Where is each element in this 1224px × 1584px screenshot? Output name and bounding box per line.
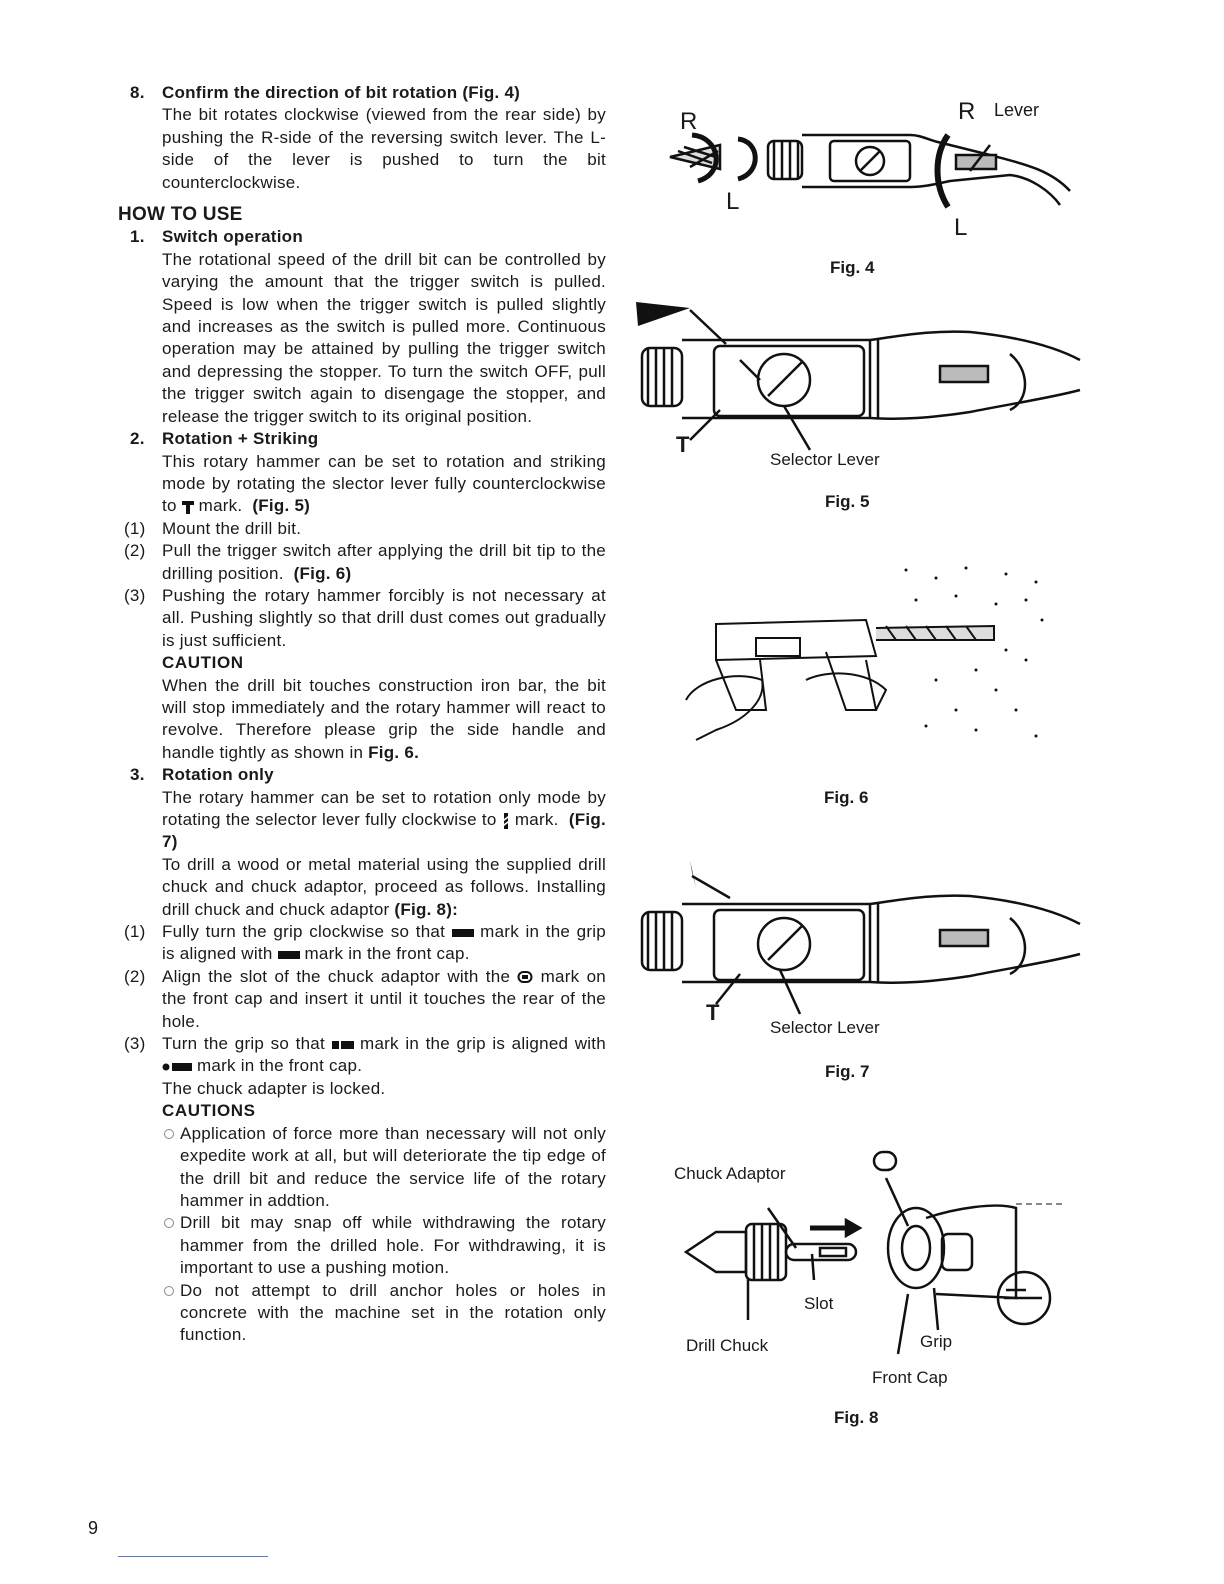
bullet-circle-icon (164, 1286, 174, 1296)
caution-bullet (118, 1123, 606, 1213)
item1-body: The rotational speed of the drill bit can be controlled by varying the amount that the trigger switch is pulled. Speed is low when the trigger switch is pulled slightly and increases as the switch is pulled more. Continuous operation may be attained by pulling the trigger switch and depressing the stopper. To turn the switch OFF, pull the trigger switch again to disengage the stopper, and release the trigger switch to its original position. (162, 249, 606, 426)
page-number: 9 (88, 1518, 99, 1538)
step-text: mark in the front cap. (304, 944, 470, 964)
item3-body2 (118, 854, 606, 921)
item2-step-3 (118, 585, 606, 652)
fig8-chuck-adaptor-label: Chuck Adaptor (674, 1164, 786, 1183)
step-number: (3) (124, 585, 146, 605)
caution-fig-ref: Fig. 6. (368, 742, 420, 762)
item2-heading (118, 428, 606, 450)
step-text: mark in the grip is aligned with (162, 922, 606, 964)
bullet-circle-icon (164, 1129, 174, 1139)
item2-number: 2. (130, 429, 145, 449)
section8-body: The bit rotates clockwise (viewed from the rear side) by pushing the R-side of the reversing switch lever. The L-side of the lever is pushed to turn the bit counterclockwise. (162, 105, 606, 192)
section8-number: 8. (130, 83, 145, 102)
item3-title: Rotation only (162, 765, 274, 785)
fig4-caption: Fig. 4 (830, 258, 875, 277)
step-text: mark in the grip is aligned with (360, 1034, 606, 1054)
fig4-label-l-right: L (954, 214, 968, 241)
caution-bullet (118, 1212, 606, 1279)
how-to-use-heading: HOW TO USE (118, 204, 243, 226)
fig5-drill-illustration (630, 300, 1100, 460)
fig5-caption: Fig. 5 (825, 492, 870, 511)
caution-text: Do not attempt to drill anchor holes or holes in concrete with the machine set in the rotation only function. (180, 1280, 606, 1345)
step-number: (2) (124, 966, 146, 986)
item2-body-mark: mark. (198, 496, 243, 516)
caution-text: Drill bit may snap off while withdrawing the rotary hammer from the drilled hole. For withdrawing, it is important to use a pushing motion. (180, 1213, 606, 1278)
item3-body (118, 787, 606, 854)
text-column (118, 82, 606, 1347)
step-text: Align the slot of the chuck adaptor with the (162, 966, 511, 986)
fig7-selector-lever-label: Selector Lever (770, 1018, 880, 1037)
step-text: Mount the drill bit. (162, 518, 302, 538)
footer-rule (118, 1556, 268, 1557)
rotation-bit-icon (502, 813, 510, 829)
item3-cautions-title: CAUTIONS (162, 1101, 256, 1121)
item2-caution-body (118, 675, 606, 765)
item1-title: Switch operation (162, 227, 303, 247)
grip-mark-icon (452, 929, 474, 937)
fig7-drill-illustration (630, 858, 1100, 1018)
fig8-grip-label: Grip (920, 1332, 953, 1351)
step-number: (1) (124, 922, 146, 942)
fig8-drill-chuck-label: Drill Chuck (686, 1336, 769, 1355)
step-text: Pushing the rotary hammer forcibly is not necessary at all. Pushing slightly so that drill dust comes out gradually is just sufficient. (162, 585, 606, 650)
fig5-selector-lever-label: Selector Lever (770, 450, 880, 469)
item2-body-text: This rotary hammer can be set to rotation and striking mode by rotating the slector lever fully counterclockwise to (162, 451, 606, 516)
item2-caution-title: CAUTION (162, 653, 244, 673)
fig4-label-r-right: R (958, 98, 976, 125)
item2-body (118, 451, 606, 518)
fig7-caption: Fig. 7 (825, 1062, 870, 1081)
item3-number: 3. (130, 765, 145, 785)
step-number: (2) (124, 541, 146, 561)
fig8-caption: Fig. 8 (834, 1408, 879, 1427)
step-text: mark on the front cap and insert it until it touches the rear of the hole. (162, 966, 606, 1031)
item2-title: Rotation + Striking (162, 429, 319, 449)
step-fig-ref: (Fig. 6) (293, 563, 352, 583)
caution-text: Application of force more than necessary will not only expedite work at all, but will deteriorate the tip edge of the drill bit and reduce the service life of the rotary hammer in addtion. (180, 1123, 606, 1210)
bullet-circle-icon (164, 1218, 174, 1228)
caution-text: When the drill bit touches construction iron bar, the bit will stop immediately and the rotary hammer will react to revolve. Therefore please grip the side handle and handle tightly as shown in (162, 675, 606, 762)
striking-t-icon (182, 500, 194, 514)
item3-body-text: The rotary hammer can be set to rotation only mode by rotating the selector lever fully clockwise to (162, 787, 606, 829)
item3-step-2 (118, 966, 606, 1033)
item1-number: 1. (130, 227, 145, 247)
fig8-front-cap-label: Front Cap (872, 1368, 948, 1387)
grip-mark-icon (332, 1041, 354, 1049)
item2-step-1 (118, 518, 606, 540)
slot-mark-icon (517, 969, 533, 985)
item3-body-mark: mark. (514, 810, 559, 829)
step-text: Pull the trigger switch after applying the drill bit tip to the drilling position. (162, 541, 606, 583)
cap-mark-icon (278, 951, 300, 959)
section8-heading (118, 82, 606, 104)
lock-mark-icon (162, 1063, 192, 1071)
step-text: Fully turn the grip clockwise so that (162, 922, 446, 942)
fig4-label-r-left: R (680, 108, 698, 135)
fig5-label-t: T (676, 432, 690, 457)
caution-bullet (118, 1280, 606, 1347)
fig4-label-lever: Lever (994, 100, 1040, 120)
item3-heading (118, 764, 606, 786)
item3-fig-ref: (Fig. 7) (162, 810, 606, 852)
item3-step-3 (118, 1033, 606, 1100)
section8-title: Confirm the direction of bit rotation (Fig. 4) (162, 83, 521, 102)
item3-body2-text: To drill a wood or metal material using the supplied drill chuck and chuck adaptor, proceed as follows. Installing drill chuck and chuck adaptor (162, 854, 606, 919)
item2-step-2 (118, 540, 606, 585)
fig4-label-l-left: L (726, 188, 740, 215)
item2-fig-ref: (Fig. 5) (252, 496, 311, 516)
step-number: (1) (124, 518, 146, 538)
fig6-drilling-illustration (676, 560, 1056, 750)
fig7-label-t: T (706, 1000, 720, 1025)
fig6-caption: Fig. 6 (824, 788, 869, 807)
item3-step-1 (118, 921, 606, 966)
item3-body2-fig-ref: (Fig. 8): (394, 899, 459, 919)
step-text: The chuck adapter is locked. (162, 1078, 386, 1098)
item1-heading (118, 226, 606, 248)
step-number: (3) (124, 1034, 146, 1054)
fig8-slot-label: Slot (804, 1294, 834, 1313)
step-text: Turn the grip so that (162, 1034, 325, 1054)
step-text: mark in the front cap. (196, 1056, 363, 1076)
